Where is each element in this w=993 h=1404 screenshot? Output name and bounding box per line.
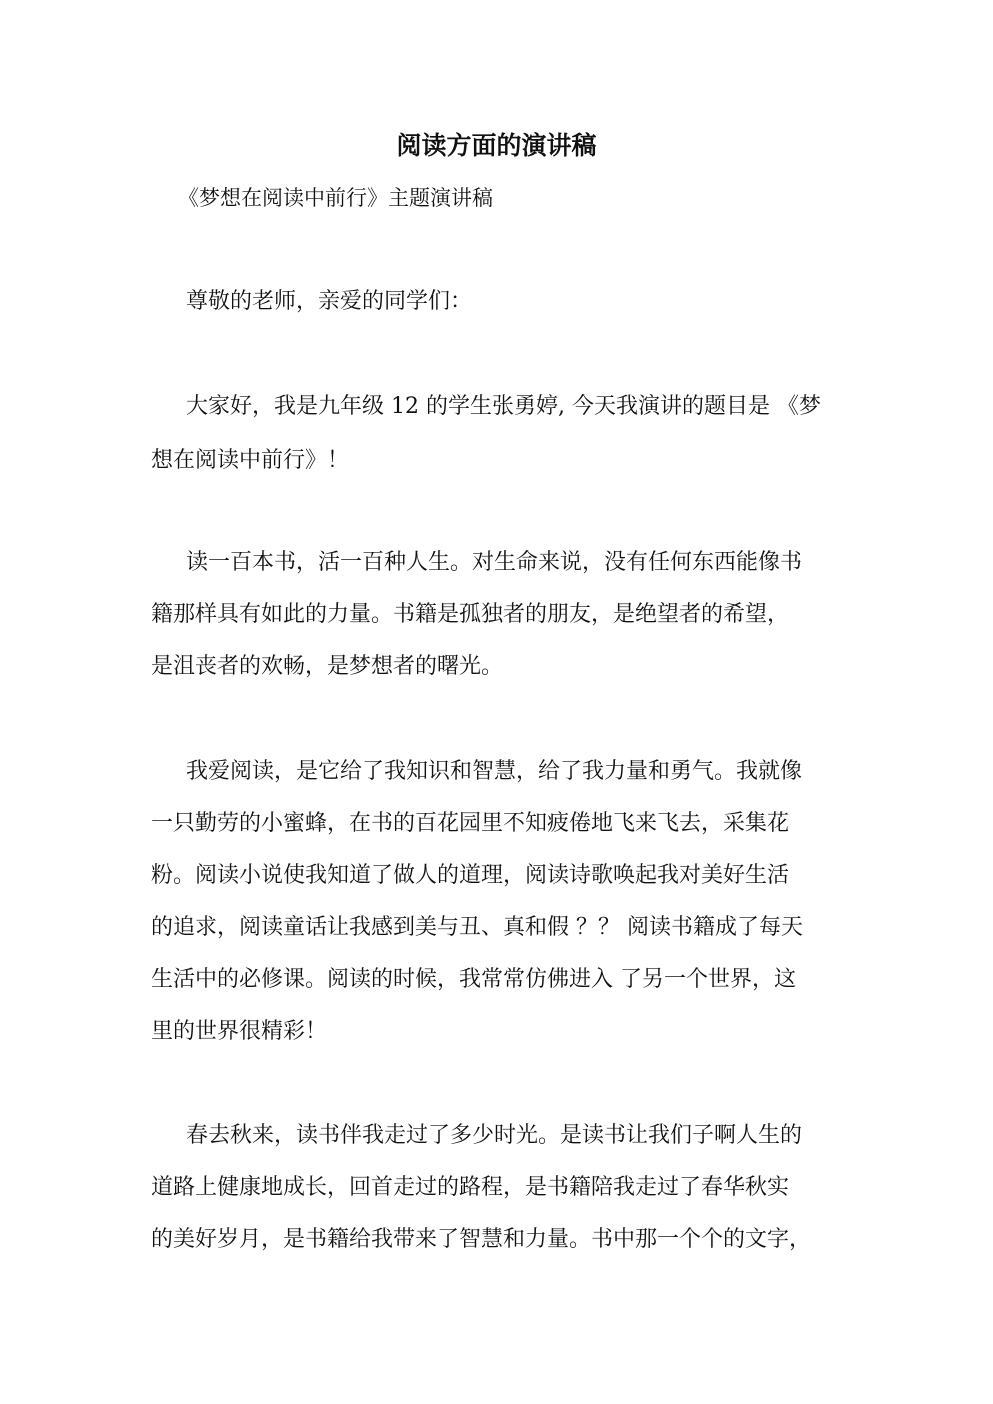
paragraph-line: 的追求，阅读童话让我感到美与丑、真和假 ？？ 阅读书籍成了每天 — [151, 915, 803, 940]
paragraph-line: 是沮丧者的欢畅，是梦想者的曙光。 — [151, 654, 504, 679]
paragraph-line: 的美好岁月，是书籍给我带来了智慧和力量。书中那一个个的文字， — [151, 1227, 812, 1252]
paragraph-line: 春去秋来，读书伴我走过了多少时光。是读书让我们子啊人生的 — [186, 1123, 803, 1148]
paragraph-line: 想在阅读中前行》！ — [151, 448, 350, 473]
paragraph-line: 生活中的必修课。阅读的时候，我常常仿佛进入 了另一个世界，这 — [151, 967, 796, 992]
paragraph-line: 大家好，我是九年级 12 的学生张勇婷, 今天我演讲的题目是 《梦 — [186, 394, 821, 419]
document-subtitle: 《梦想在阅读中前行》主题演讲稿 — [178, 186, 493, 210]
paragraph-line: 一只勤劳的小蜜蜂，在书的百花园里不知疲倦地飞来飞去，采集花 — [151, 811, 790, 836]
document-title: 阅读方面的演讲稿 — [396, 131, 597, 160]
paragraph-line: 粉。阅读小说使我知道了做人的道理，阅读诗歌唤起我对美好生活 — [151, 863, 790, 888]
greeting-line: 尊敬的老师，亲爱的同学们： — [186, 289, 473, 314]
paragraph-line: 里的世界很精彩！ — [151, 1019, 328, 1044]
paragraph-line: 我爱阅读，是它给了我知识和智慧，给了我力量和勇气。我就像 — [186, 759, 803, 784]
paragraph-line: 读一百本书，活一百种人生。对生命来说，没有任何东西能像书 — [186, 550, 803, 575]
paragraph-line: 道路上健康地成长，回首走过的路程，是书籍陪我走过了春华秋实 — [151, 1175, 790, 1200]
paragraph-line: 籍那样具有如此的力量。书籍是孤独者的朋友，是绝望者的希望， — [151, 602, 790, 627]
